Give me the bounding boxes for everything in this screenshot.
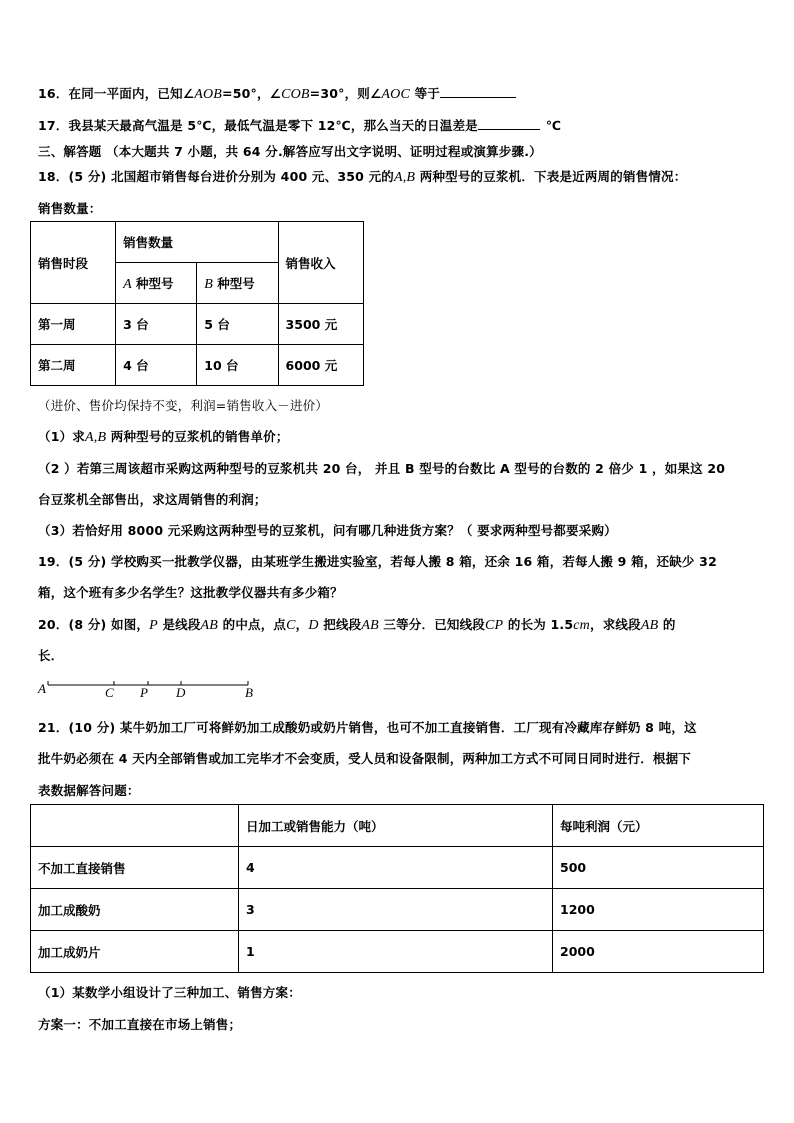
label-c: C <box>105 685 114 700</box>
label-d: D <box>176 685 186 700</box>
question-21-line2: 批牛奶必须在 4 天内全部销售或加工完毕才不会变质，受人员和设备限制，两种加工方式不可同日同时进行．根据下 <box>38 751 692 766</box>
question-18-subtitle: 销售数量： <box>38 201 102 216</box>
label-a: A <box>38 681 46 696</box>
question-18: 18．(5 分) 北国超市销售每台进价分别为 400 元、350 元的A,B 两种型号的豆浆机．下表是近两周的销售情况： <box>38 169 687 185</box>
section-heading: 三、解答题 （本大题共 7 小题，共 64 分.解答应写出文字说明、证明过程或演算步骤.） <box>38 144 542 159</box>
question-18-part-1: （1）求A,B 两种型号的豆浆机的销售单价； <box>38 429 289 445</box>
answer-blank <box>440 85 516 98</box>
angle-aob: AOB <box>194 87 223 102</box>
question-16: 16．在同一平面内，已知∠AOB=50°，∠COB=30°，则∠AOC 等于 <box>38 84 516 103</box>
question-17: 17．我县某天最高气温是 5℃，最低气温是零下 12℃，那么当天的日温差是 ℃ <box>38 118 562 133</box>
angle-cob: COB <box>281 87 310 102</box>
question-21-part-1: （1）某数学小组设计了三种加工、销售方案： <box>38 985 301 1000</box>
header-type-a: A 种型号 <box>116 263 197 304</box>
question-20-line2: 长． <box>38 648 64 663</box>
question-18-part-3: （3）若恰好用 8000 元采购这两种型号的豆浆机，问有哪几种进货方案？（ 要求两种型号都要采购） <box>38 523 617 538</box>
question-21-plan-1: 方案一：不加工直接在市场上销售； <box>38 1017 242 1032</box>
segment-figure <box>30 674 270 704</box>
question-19-line1: 19．(5 分) 学校购买一批教学仪器，由某班学生搬进实验室，若每人搬 8 箱，还余 16 箱，若每人搬 9 箱，还缺少 32 <box>38 554 717 569</box>
angle-aoc: AOC <box>381 87 411 102</box>
table-row: 不加工直接销售 4 500 <box>31 847 764 889</box>
header-type-b: B 种型号 <box>197 263 278 304</box>
question-21-line1: 21．(10 分) 某牛奶加工厂可将鲜奶加工成酸奶或奶片销售，也可不加工直接销售．工厂现有冷藏库存鲜奶 8 吨，这 <box>38 720 697 735</box>
question-21-line3: 表数据解答问题： <box>38 783 140 798</box>
table-header-row: 日加工或销售能力（吨） 每吨利润（元） <box>31 805 764 847</box>
question-20-line1: 20．(8 分) 如图，P 是线段AB 的中点，点C，D 把线段AB 三等分．已知线段CP 的长为 1.5cm，求线段AB 的 <box>38 617 676 633</box>
label-b: B <box>245 685 253 700</box>
header-quantity: 销售数量 <box>116 222 278 263</box>
table-row: 第二周 4 台 10 台 6000 元 <box>31 345 364 386</box>
table-row: 加工成酸奶 3 1200 <box>31 889 764 931</box>
processing-table <box>30 804 764 973</box>
label-p: P <box>140 685 148 700</box>
table-row: 第一周 3 台 5 台 3500 元 <box>31 304 364 345</box>
header-income: 销售收入 <box>278 222 363 304</box>
question-18-part-2-line1: （2 ）若第三周该超市采购这两种型号的豆浆机共 20 台， 并且 B 型号的台数比 A 型号的台数的 2 倍少 1 ，如果这 20 <box>38 461 726 476</box>
question-18-note: （进价、售价均保持不变，利润=销售收入－进价） <box>38 398 329 413</box>
sales-table <box>30 221 364 386</box>
question-18-part-2-line2: 台豆浆机全部售出，求这周销售的利润； <box>38 492 267 507</box>
header-period: 销售时段 <box>31 222 116 304</box>
answer-blank <box>478 117 540 130</box>
question-19-line2: 箱，这个班有多少名学生？这批教学仪器共有多少箱？ <box>38 585 343 600</box>
table-row: 加工成奶片 1 2000 <box>31 931 764 973</box>
